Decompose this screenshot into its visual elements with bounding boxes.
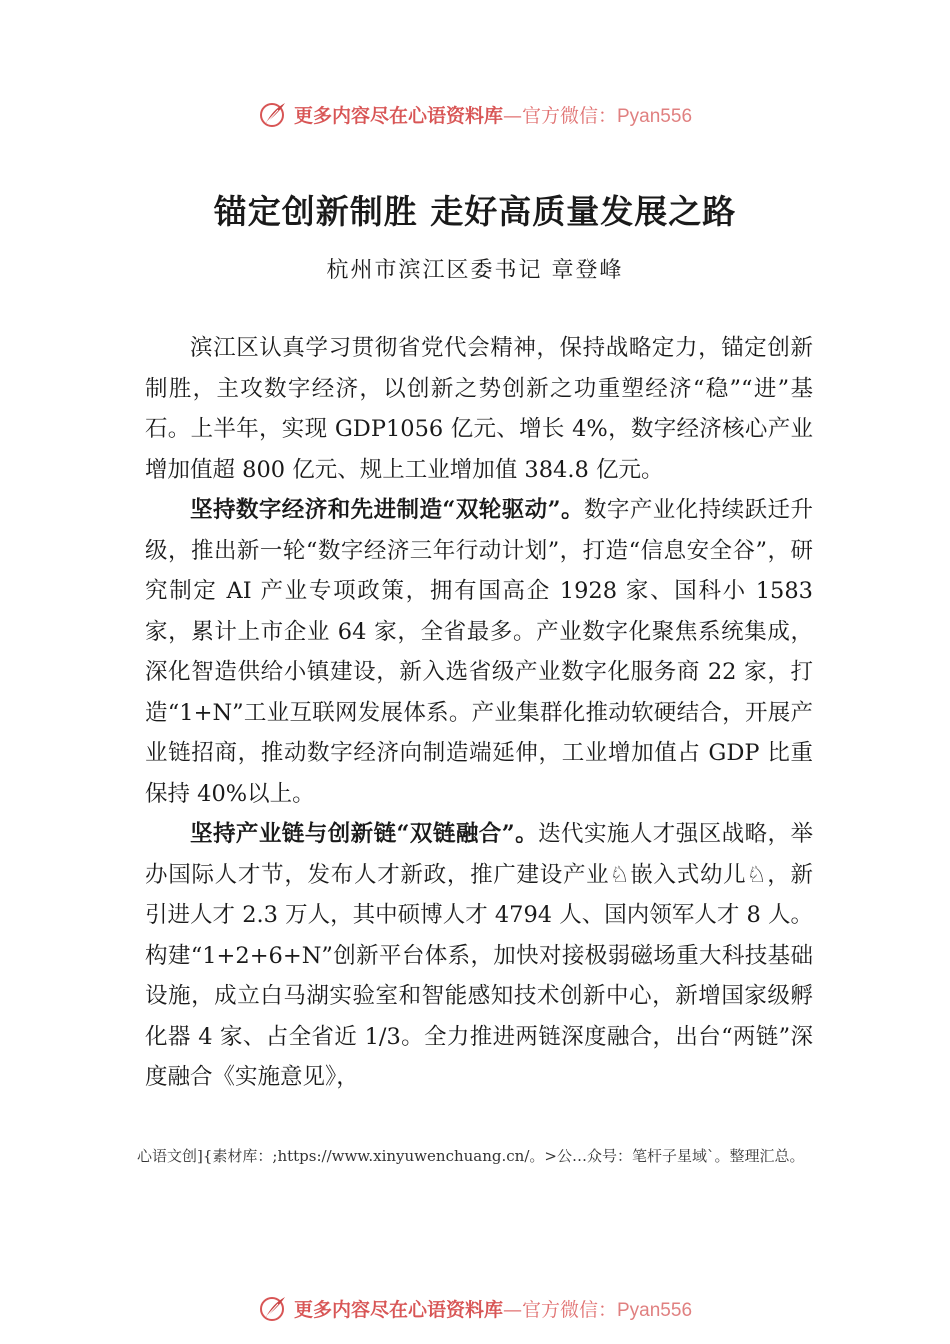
article-author: 杭州市滨江区委书记 章登峰 <box>326 258 624 283</box>
quill-feather-icon <box>258 1293 288 1323</box>
intro-paragraph: 滨江区认真学习贯彻省党代会精神，保持战略定力，锚定创新制胜，主攻数字经济，以创新之势创新之功重塑经济“稳”“进”基石。上半年，实现 GDP1056 亿元、增长 4%，数字经济核心产业增加值超 800 亿元、规上工业增加值 384.8 亿元。 <box>145 335 813 483</box>
section2-paragraph <box>145 814 813 1098</box>
banner-text <box>294 1295 692 1322</box>
banner-dash: — <box>502 104 522 127</box>
article-title: 锚定创新制胜 走好高质量发展之路 <box>213 192 737 231</box>
header-banner <box>0 94 950 134</box>
section1-body: 数字产业化持续跃迁升级，推出新一轮“数字经济三年行动计划”，打造“信息安全谷”，研究制定 AI 产业专项政策，拥有国高企 1928 家、国科小 1583 家，累计上市企业 64 家，全省最多。产业数字化聚焦系统集成，深化智造供给小镇建设，新入选省级产业数字化服务商 22 家，打造“1+N”工业互联网发展体系。产业集群化推动软硬结合，开展产业链招商，推动数字经济向制造端延伸，工业增加值占 GDP 比重保持 40%以上。 <box>145 497 813 807</box>
section2-body: 迭代实施人才强区战略，举办国际人才节，发布人才新政，推广建设产业♘嵌入式幼儿♘，新引进人才 2.3 万人，其中硕博人才 4794 人、国内领军人才 8 人。构建“1+2+6+N”创新平台体系，加快对接极弱磁场重大科技基础设施，成立白马湖实验室和智能感知技术创新中心，新增国家级孵化器 4 家、占全省近 1/3。全力推进两链深度融合，出台“两链”深度融合《实施意见》， <box>145 821 813 1090</box>
footer-banner <box>0 1288 950 1328</box>
banner-text <box>294 101 692 128</box>
banner-dash: — <box>502 1298 522 1321</box>
section2-lead: 坚持产业链与创新链“双链融合”。 <box>190 821 539 847</box>
banner-main-text: 更多内容尽在心语资料库 <box>293 1298 503 1321</box>
banner-official-label: 官方微信： <box>521 104 617 127</box>
banner-official-label: 官方微信： <box>521 1298 617 1321</box>
section1-lead: 坚持数字经济和先进制造“双轮驱动”。 <box>190 497 584 523</box>
banner-wechat-id: Pyan556 <box>617 105 693 127</box>
source-note: 心语文创]{素材库：;https://www.xinyuwenchuang.cn/。>公…众号：笔杆子星域`。整理汇总。 <box>137 1147 805 1165</box>
section1-paragraph <box>145 490 813 814</box>
article-body <box>145 328 813 1098</box>
quill-feather-icon <box>258 99 288 129</box>
banner-wechat-id: Pyan556 <box>617 1299 693 1321</box>
banner-main-text: 更多内容尽在心语资料库 <box>293 104 503 127</box>
